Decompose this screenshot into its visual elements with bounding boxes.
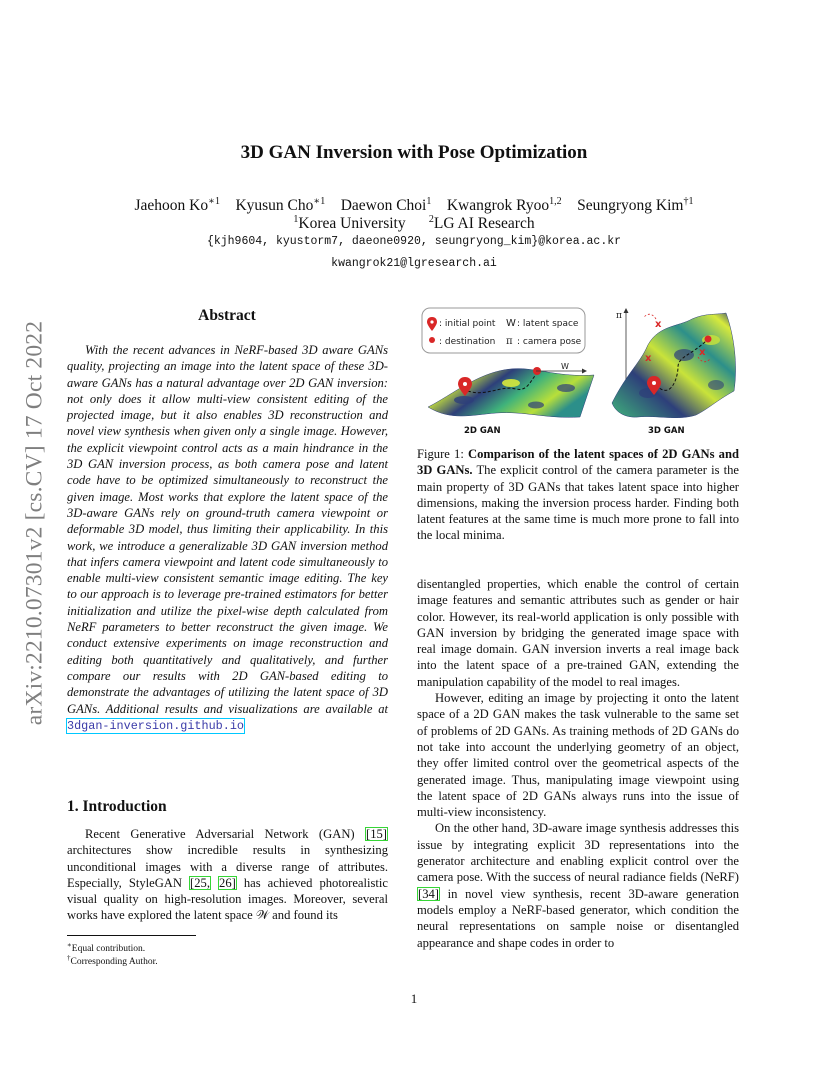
body-paragraph: However, editing an image by projecting it onto the latent space of a 2D GAN makes the task vulnerable to the same set of problems of 2D GANs. As training methods of 2D GANs do not take into account the underlying geometry of an object, they offer limited control over the geometrical aspects of the generated image. Thus, manipulating image viewpoint using the latent space of 2D GANs always runs into the issue of multi-view inconsistency. xyxy=(417,691,739,820)
author-mark: 1 xyxy=(426,196,432,207)
body-text: in novel view synthesis, recent 3D-aware generation models employ a NeRF-based generator, which condition the neural representations on sample noise or disentangled appearance and shape codes in order to xyxy=(417,886,739,950)
email-line: {kjh9604, kyustorm7, daeone0920, seungryong_kim}@korea.ac.kr xyxy=(206,235,622,248)
section-heading: 1. Introduction xyxy=(67,798,167,815)
affiliation-list xyxy=(0,214,828,233)
author-name: Daewon Choi xyxy=(340,197,427,215)
affiliation-name: LG AI Research xyxy=(433,215,535,233)
destination-icon xyxy=(429,337,435,343)
introduction-paragraph xyxy=(67,826,388,924)
project-link[interactable]: 3dgan-inversion.github.io xyxy=(67,718,244,733)
caption-bold: Comparison of the latent spaces of 2D GANs and 3D GANs. xyxy=(417,447,739,478)
author-mark: †1 xyxy=(683,196,694,207)
citation-link[interactable]: [25, xyxy=(190,875,210,890)
affiliation-name: Korea University xyxy=(298,215,406,233)
3d-gan-surface xyxy=(612,308,736,418)
affiliation-mark: 1 xyxy=(293,214,299,225)
author-list xyxy=(0,196,828,215)
abstract-body xyxy=(67,342,388,734)
email-line: kwangrok21@lgresearch.ai xyxy=(331,257,497,270)
intro-text: Recent Generative Adversarial Network (GAN) xyxy=(85,827,366,841)
label-2d-gan: 2D GAN xyxy=(464,426,501,436)
author-mark: ∗1 xyxy=(208,196,220,207)
intro-text: has achieved photorealistic visual quality on high-resolution images. Moreover, several works have explored the latent space 𝒲 and found its xyxy=(67,875,388,923)
label-3d-gan: 3D GAN xyxy=(648,426,685,436)
figure-legend xyxy=(422,308,585,353)
caption-text: The explicit control of the camera parameter is the main property of 3D GANs that takes latent space into higher dimensions, making the inversion process harder. Finding both latent features at the same time is much more prone to fall into the local minima. xyxy=(417,463,739,543)
footnote-mark: † xyxy=(67,954,71,962)
arxiv-stamp xyxy=(10,288,60,758)
footnote-mark: ∗ xyxy=(67,941,72,949)
2d-gan-surface xyxy=(428,362,594,417)
citation-link[interactable]: [15] xyxy=(366,827,387,841)
author-name: Seungryong Kim xyxy=(577,197,684,215)
citation-link[interactable]: 26] xyxy=(219,875,236,890)
author-name: Kyusun Cho xyxy=(235,197,314,215)
page-number: 1 xyxy=(410,991,418,1006)
author-name: Jaehoon Ko xyxy=(134,197,209,215)
legend-w-desc: : latent space xyxy=(517,319,579,329)
legend-pi-symbol: π xyxy=(506,336,513,347)
abstract-heading: Abstract xyxy=(198,307,256,324)
figure-1 xyxy=(416,305,741,440)
paper-title: 3D GAN Inversion with Pose Optimization xyxy=(240,142,588,163)
footnote xyxy=(67,952,388,969)
axis-w-label: W xyxy=(561,362,569,371)
affiliation-mark: 2 xyxy=(428,214,434,225)
destination-marker-3d xyxy=(705,336,712,343)
axis-pi-label: π xyxy=(616,311,622,321)
local-minimum-x-icon: x xyxy=(645,353,652,364)
legend-destination: : destination xyxy=(439,337,496,347)
caption-label: Figure 1: xyxy=(417,447,468,461)
right-column-text xyxy=(417,576,739,951)
arxiv-stamp-text: arXiv:2210.07301v2 [cs.CV] 17 Oct 2022 xyxy=(21,320,48,726)
abstract-text: With the recent advances in NeRF-based 3D aware GANs quality, projecting an image into the latent space of these 3D-aware GANs has a natural advantage over 2D GAN inversion: not only does it allow multi-view consistent editing of the projected image, but it also enables 3D reconstruction and novel view synthesis when given only a single image. However, the explicit viewpoint control acts as a main hindrance in the 3D GAN inversion process, as both camera pose and latent code have to be optimized simultaneously to reconstruct the given image. Most works that explore the latent space of the 3D-aware GANs rely on ground-truth camera viewpoint or deformable 3D model, thus limiting their applicability. In this work, we introduce a generalizable 3D GAN inversion method that infers camera viewpoint and latent code simultaneously to enable multi-view consistent semantic image editing. The key to our approach is to leverage pre-trained estimators for better initialization and utilize the pixel-wise depth calculated from NeRF parameters to better reconstruct the given image. We conduct extensive experiments on image reconstruction and editing both quantitatively and qualitatively, and further compare our results with 2D GAN-based editing to demonstrate the advantages of utilizing the latent space of 3D GANs. Additional results and visualizations are available at xyxy=(67,343,388,716)
legend-w-symbol: W xyxy=(506,318,516,329)
author-mark: ∗1 xyxy=(313,196,326,207)
footnote-text: Equal contribution. xyxy=(71,944,146,955)
citation-link[interactable]: [34] xyxy=(418,886,439,901)
local-minimum-x-icon: x xyxy=(655,319,662,330)
figure-1-illustration xyxy=(416,305,741,440)
figure-caption xyxy=(417,446,739,544)
legend-pi-desc: : camera pose xyxy=(517,337,582,347)
footnote-rule xyxy=(67,935,196,936)
author-mark: 1,2 xyxy=(549,196,562,207)
footnote-text: Corresponding Author. xyxy=(70,957,158,968)
body-paragraph xyxy=(417,820,739,950)
intro-text: architectures show incredible results in synthesizing unconditional images with a diverse range of attributes. Especially, StyleGAN xyxy=(67,843,388,890)
legend-initial-point: : initial point xyxy=(439,319,496,329)
author-name: Kwangrok Ryoo xyxy=(446,197,550,215)
body-text: On the other hand, 3D-aware image synthesis addresses this issue by integrating explicit 3D representations into the generator architecture and enabling explicit control over the camera pose. With the success of neural radiance fields (NeRF) xyxy=(417,821,739,885)
local-minimum-x-icon: x xyxy=(699,347,706,358)
body-paragraph: disentangled properties, which enable the control of certain image features and semantic attributes such as gender or hair color. However, its real-world application is only possible with GAN inversion by bridging the generated image space with real image domain. GAN inversion inverts a real image back into the latent space of a pre-trained GAN, extending the manipulation capability of the model to real images. xyxy=(417,577,739,689)
